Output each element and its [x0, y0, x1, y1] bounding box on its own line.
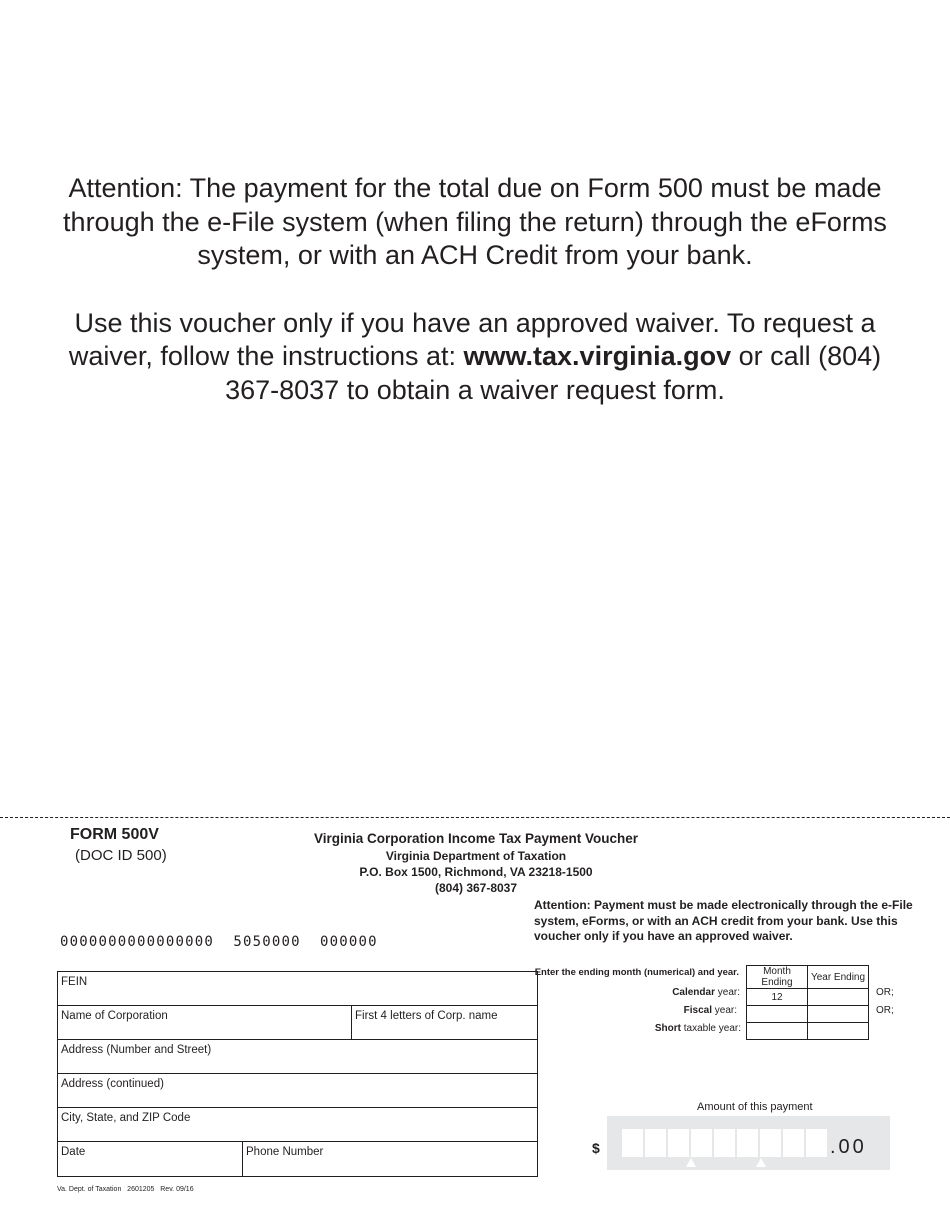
address-row [58, 1040, 537, 1074]
cut-line [0, 817, 950, 818]
amount-digit-box[interactable] [668, 1129, 689, 1157]
calendar-bold: Calendar [672, 987, 715, 998]
short-year-label [600, 1023, 741, 1034]
attention-paragraph-2-prefix: Use this voucher only if you have an approved waiver. To request a waiver, follow the instructions at: [68, 307, 876, 371]
attention-paragraph-1: Attention: The payment for the total due on Form 500 must be made through the e-File system (when filing the return) through the eForms system, or with an ACH Credit from your bank. [63, 173, 887, 270]
waiver-website-link[interactable]: www.tax.virginia.gov [463, 341, 732, 371]
footer-revision: Va. Dept. of Taxation 2601205 Rev. 09/16 [57, 1186, 194, 1193]
calendar-year-field[interactable] [808, 989, 869, 1006]
taxpayer-fields [57, 971, 538, 1177]
city-row [58, 1108, 537, 1142]
short-year-field[interactable] [808, 1023, 869, 1040]
thousands-separator-marker [756, 1158, 766, 1167]
agency-name: Virginia Department of Taxation [385, 849, 567, 863]
dollar-sign: $ [592, 1140, 600, 1156]
date-field[interactable]: Date [61, 1146, 86, 1158]
name-row [58, 1006, 537, 1040]
attention-paragraph-2-suffix: or call (804) 367-8037 to obtain a waiver request form. [225, 341, 882, 405]
amount-digit-box[interactable] [806, 1129, 827, 1157]
address-field[interactable]: Address (Number and Street) [61, 1044, 212, 1056]
amount-digit-box[interactable] [714, 1129, 735, 1157]
amount-digit-box[interactable] [737, 1129, 758, 1157]
corporation-name-field[interactable]: Name of Corporation [61, 1010, 168, 1022]
fiscal-month-field[interactable] [747, 1006, 808, 1023]
calendar-rest: year: [714, 987, 740, 998]
first-four-letters-field[interactable]: First 4 letters of Corp. name [351, 1006, 537, 1039]
amount-digit-box[interactable] [691, 1129, 712, 1157]
year-instruction: Enter the ending month (numerical) and year. [534, 967, 739, 978]
amount-digit-box[interactable] [622, 1129, 643, 1157]
form-id: FORM 500V [70, 826, 159, 843]
phone-field[interactable]: Phone Number [242, 1142, 537, 1176]
fein-field[interactable]: FEIN [61, 976, 88, 988]
address-continued-field[interactable]: Address (continued) [61, 1078, 164, 1090]
agency-phone: (804) 367-8037 [434, 881, 518, 895]
amount-digit-box[interactable] [783, 1129, 804, 1157]
address-continued-row [58, 1074, 537, 1108]
thousands-separator-marker [686, 1158, 696, 1167]
or-label-1: OR; [876, 987, 894, 998]
or-label-2: OR; [876, 1005, 894, 1016]
date-phone-row [58, 1142, 537, 1176]
amount-label: Amount of this payment [697, 1101, 813, 1113]
amount-digit-box[interactable] [760, 1129, 781, 1157]
agency-address: P.O. Box 1500, Richmond, VA 23218-1500 [359, 865, 593, 879]
voucher-attention: Attention: Payment must be made electronically through the e-File system, eForms, or with an ACH credit from your bank. Use this voucher only if you have an approved waiver. [534, 898, 913, 943]
short-rest: taxable year: [680, 1023, 741, 1034]
calendar-year-label [600, 987, 740, 998]
year-ending-table [746, 965, 869, 1040]
year-ending-header: Year Ending [808, 966, 869, 989]
fiscal-year-field[interactable] [808, 1006, 869, 1023]
amount-cents: .00 [830, 1136, 867, 1158]
attention-notice [50, 172, 900, 407]
short-month-field[interactable] [747, 1023, 808, 1040]
amount-digit-box[interactable] [645, 1129, 666, 1157]
doc-id: (DOC ID 500) [75, 847, 167, 864]
scanline-code: 0000000000000000 5050000 000000 [60, 934, 378, 950]
voucher-title: Virginia Corporation Income Tax Payment Voucher [313, 831, 639, 846]
fiscal-bold: Fiscal [683, 1005, 712, 1016]
fiscal-year-label [600, 1005, 737, 1016]
city-state-zip-field[interactable]: City, State, and ZIP Code [61, 1112, 191, 1124]
fiscal-rest: year: [711, 1005, 737, 1016]
month-ending-header: Month Ending [747, 966, 808, 989]
attention-paragraph-2 [50, 307, 900, 408]
voucher-header [276, 831, 676, 895]
calendar-month-field[interactable]: 12 [747, 989, 808, 1006]
fein-row [58, 972, 537, 1006]
short-bold: Short [654, 1023, 681, 1034]
